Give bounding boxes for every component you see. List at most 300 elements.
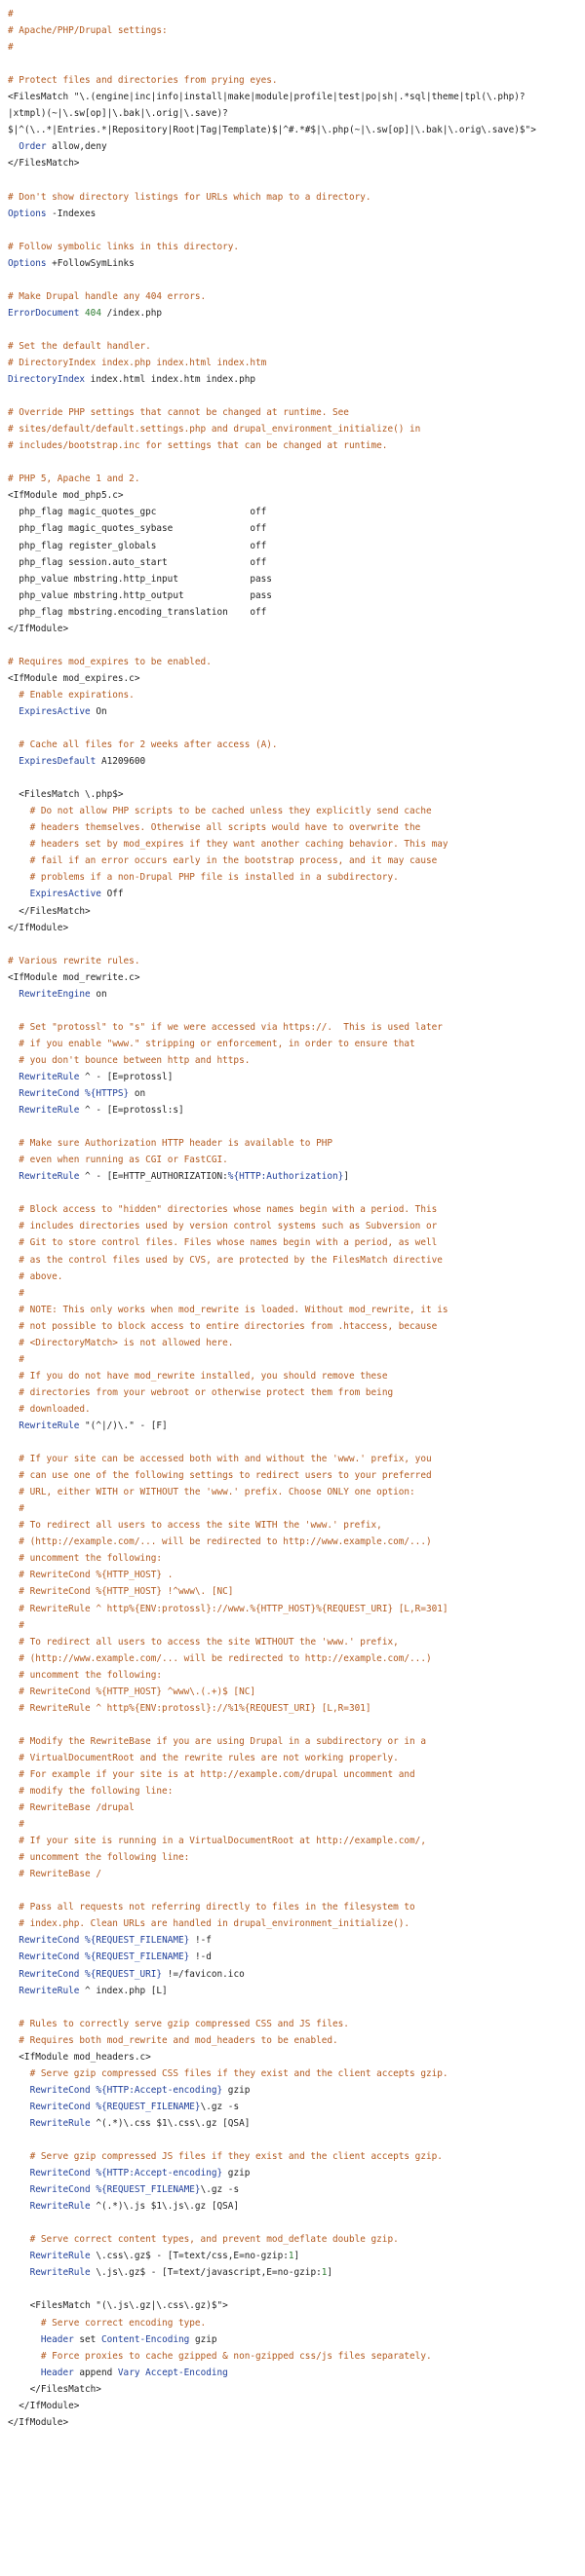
code-line bbox=[8, 2115, 585, 2132]
indent-token bbox=[8, 1553, 19, 1564]
indent-token bbox=[8, 1586, 19, 1597]
text-token: on bbox=[129, 1088, 146, 1100]
code-line bbox=[8, 2248, 585, 2264]
comment-token: # headers set by mod_expires if they want another caching behavior. This may bbox=[29, 839, 448, 851]
code-line bbox=[8, 1168, 585, 1185]
indent-token bbox=[8, 2151, 30, 2162]
text-token: \.gz -s bbox=[200, 2184, 240, 2196]
comment-token: # DirectoryIndex index.php index.html index.htm bbox=[8, 357, 267, 368]
code-line bbox=[8, 604, 585, 621]
text-token: <IfModule mod_headers.c> bbox=[8, 2051, 151, 2063]
text-token: php_flag mbstring.encoding_translation off bbox=[8, 606, 267, 618]
code-line bbox=[8, 1899, 585, 1915]
keyword-token: RewriteCond bbox=[29, 2084, 91, 2096]
indent-token bbox=[8, 2085, 30, 2096]
code-line bbox=[8, 2099, 585, 2115]
comment-token: # Apache/PHP/Drupal settings: bbox=[8, 25, 168, 37]
code-line bbox=[8, 1750, 585, 1766]
code-line bbox=[8, 1335, 585, 1351]
blank-line bbox=[8, 770, 585, 786]
code-line bbox=[8, 305, 585, 322]
text-token: <IfModule mod_php5.c> bbox=[8, 490, 124, 502]
indent-token bbox=[8, 1487, 19, 1497]
indent-token bbox=[8, 1753, 19, 1763]
text-token: gzip bbox=[189, 2333, 217, 2345]
code-line bbox=[8, 504, 585, 520]
keyword-token: RewriteRule bbox=[19, 1072, 80, 1082]
text-token: /index.php bbox=[100, 307, 163, 319]
indent-token bbox=[8, 2168, 30, 2178]
code-line bbox=[8, 1401, 585, 1418]
blank-line bbox=[8, 637, 585, 654]
code-line bbox=[8, 1269, 585, 1285]
comment-token: # Serve correct content types, and prevent mod_deflate double gzip. bbox=[29, 2234, 399, 2246]
text-token: \.css\.gz$ - [T=text/css,E=no-gzip: bbox=[90, 2251, 289, 2262]
code-line bbox=[8, 1534, 585, 1550]
code-line bbox=[8, 1733, 585, 1750]
comment-token: # bbox=[19, 1503, 24, 1515]
comment-token: # bbox=[19, 1287, 24, 1299]
indent-token bbox=[8, 2035, 19, 2046]
comment-token: # Git to store control files. Files whose names begin with a period, as well bbox=[19, 1237, 438, 1249]
blank-line bbox=[8, 2215, 585, 2231]
indent-token bbox=[8, 1686, 19, 1697]
keyword-token: DirectoryIndex bbox=[8, 374, 86, 386]
code-line bbox=[8, 2231, 585, 2248]
indent-token bbox=[8, 1088, 19, 1099]
keyword-token: RewriteCond bbox=[29, 2184, 91, 2196]
blank-line bbox=[8, 1003, 585, 1019]
comment-token: # For example if your site is at http://example.com/drupal uncomment and bbox=[19, 1768, 415, 1780]
text-token: A1209600 bbox=[96, 756, 146, 768]
indent-token bbox=[8, 2318, 41, 2329]
keyword-token: RewriteRule bbox=[29, 2117, 91, 2129]
code-line bbox=[8, 338, 585, 355]
code-line bbox=[8, 1816, 585, 1833]
indent-token bbox=[8, 1570, 19, 1580]
keyword-token: RewriteRule bbox=[19, 1985, 80, 1996]
code-line bbox=[8, 587, 585, 604]
keyword-token: %{HTTPS} bbox=[85, 1088, 130, 1100]
indent-token bbox=[8, 989, 19, 1000]
code-line bbox=[8, 1500, 585, 1517]
code-line bbox=[8, 1351, 585, 1368]
code-line bbox=[8, 1783, 585, 1799]
blank-line bbox=[8, 1717, 585, 1733]
text-token: </IfModule> bbox=[8, 623, 69, 634]
code-line bbox=[8, 2315, 585, 2331]
indent-token bbox=[8, 1204, 19, 1215]
code-line bbox=[8, 986, 585, 1003]
code-line bbox=[8, 886, 585, 902]
indent-token bbox=[8, 1421, 19, 1431]
indent-token bbox=[8, 2368, 41, 2378]
code-line bbox=[8, 1915, 585, 1932]
comment-token: # URL, either WITH or WITHOUT the 'www.' prefix. Choose ONLY one option: bbox=[19, 1487, 415, 1498]
text-token: </FilesMatch> bbox=[8, 905, 91, 917]
indent-token bbox=[8, 690, 19, 701]
code-line bbox=[8, 2414, 585, 2431]
comment-token: # fail if an error occurs early in the bootstrap process, and it may cause bbox=[29, 855, 438, 867]
indent-token bbox=[8, 1670, 19, 1681]
comment-token: # Force proxies to cache gzipped & non-gzipped css/js files separately. bbox=[40, 2350, 432, 2362]
indent-token bbox=[8, 2234, 30, 2245]
code-line bbox=[8, 138, 585, 155]
keyword-token: %{HTTP:Accept-encoding} bbox=[96, 2168, 223, 2179]
code-line bbox=[8, 1019, 585, 1036]
keyword-token: RewriteCond bbox=[29, 2168, 91, 2179]
indent-token bbox=[8, 1637, 19, 1648]
indent-token bbox=[8, 1454, 19, 1464]
code-line bbox=[8, 2016, 585, 2032]
comment-token: # RewriteRule ^ http%{ENV:protossl}://www.%{HTTP_HOST}%{REQUEST_URI} [L,R=301] bbox=[19, 1603, 448, 1614]
code-line bbox=[8, 355, 585, 371]
keyword-token: RewriteCond bbox=[19, 1968, 80, 1980]
comment-token: # sites/default/default.settings.php and drupal_environment_initialize() in bbox=[8, 424, 421, 436]
code-line bbox=[8, 737, 585, 753]
indent-token bbox=[8, 2351, 41, 2362]
comment-token: # Serve gzip compressed JS files if they exist and the client accepts gzip. bbox=[29, 2151, 443, 2163]
indent-token bbox=[8, 1852, 19, 1863]
code-line bbox=[8, 206, 585, 222]
comment-token: # (http://example.com/... will be redirected to http://www.example.com/...) bbox=[19, 1536, 432, 1548]
text-token: ^(.*)\.css $1\.css\.gz [QSA] bbox=[90, 2117, 251, 2129]
code-line bbox=[8, 1252, 585, 1269]
indent-token bbox=[8, 1869, 19, 1879]
text-token: </IfModule> bbox=[8, 2416, 69, 2428]
comment-token: # If your site can be accessed both with and without the 'www.' prefix, you bbox=[19, 1454, 432, 1465]
comment-token: # <DirectoryMatch> is not allowed here. bbox=[19, 1337, 234, 1348]
indent-token bbox=[8, 1138, 19, 1149]
code-line bbox=[8, 122, 585, 138]
code-line bbox=[8, 1634, 585, 1650]
code-line bbox=[8, 421, 585, 437]
comment-token: # index.php. Clean URLs are handled in drupal_environment_initialize(). bbox=[19, 1918, 410, 1930]
text-token: gzip bbox=[222, 2084, 251, 2096]
code-line bbox=[8, 1069, 585, 1085]
code-line bbox=[8, 1467, 585, 1484]
comment-token: # downloaded. bbox=[19, 1403, 91, 1415]
keyword-token: Accept-Encoding bbox=[145, 2367, 228, 2378]
indent-token bbox=[8, 1321, 19, 1332]
blank-line bbox=[8, 720, 585, 737]
code-line bbox=[8, 1384, 585, 1401]
blank-line bbox=[8, 1118, 585, 1135]
indent-token bbox=[8, 2201, 30, 2212]
keyword-token: %{REQUEST_URI} bbox=[85, 1968, 163, 1980]
comment-token: # Set "protossl" to "s" if we were accessed via https://. This is used later bbox=[19, 1021, 443, 1033]
comment-token: # even when running as CGI or FastCGI. bbox=[19, 1155, 228, 1166]
indent-token bbox=[8, 1951, 19, 1962]
code-line bbox=[8, 670, 585, 687]
comment-token: # above. bbox=[19, 1270, 63, 1282]
comment-token: # RewriteRule ^ http%{ENV:protossl}://%1%{REQUEST_URI} [L,R=301] bbox=[19, 1702, 371, 1714]
text-token: php_flag magic_quotes_sybase off bbox=[8, 523, 267, 535]
text-token: ^ - [E=protossl:s] bbox=[79, 1105, 184, 1117]
code-line bbox=[8, 803, 585, 819]
code-line bbox=[8, 1451, 585, 1467]
code-line bbox=[8, 1966, 585, 1983]
indent-token bbox=[8, 1703, 19, 1714]
code-line bbox=[8, 1418, 585, 1434]
indent-token bbox=[8, 1354, 19, 1365]
text-token: ^ - [E=protossl] bbox=[79, 1072, 174, 1082]
indent-token bbox=[8, 1836, 19, 1846]
indent-token bbox=[8, 739, 19, 750]
code-line bbox=[8, 155, 585, 171]
comment-token: # Requires both mod_rewrite and mod_headers to be enabled. bbox=[19, 2034, 338, 2046]
text-token: php_flag session.auto_start off bbox=[8, 556, 267, 568]
keyword-token: %{REQUEST_FILENAME} bbox=[96, 2184, 201, 2196]
indent-token bbox=[8, 141, 19, 152]
text-token: </FilesMatch> bbox=[8, 158, 80, 170]
indent-token bbox=[8, 1404, 19, 1415]
indent-token bbox=[8, 1935, 19, 1946]
code-line bbox=[8, 2297, 585, 2314]
blank-line bbox=[8, 322, 585, 338]
code-line bbox=[8, 471, 585, 487]
code-line bbox=[8, 1234, 585, 1251]
keyword-token: %{REQUEST_FILENAME} bbox=[85, 1935, 190, 1947]
code-line bbox=[8, 2398, 585, 2414]
code-line bbox=[8, 1567, 585, 1583]
code-line bbox=[8, 2381, 585, 2398]
text-token: <FilesMatch "(\.js\.gz|\.css\.gz)$"> bbox=[8, 2300, 228, 2312]
code-line bbox=[8, 538, 585, 554]
comment-token: # Enable expirations. bbox=[19, 689, 135, 701]
blank-line bbox=[8, 1185, 585, 1201]
indent-token bbox=[8, 1039, 19, 1049]
code-line bbox=[8, 703, 585, 720]
keyword-token: RewriteRule bbox=[29, 2267, 91, 2279]
text-token: php_flag magic_quotes_gpc off bbox=[8, 507, 267, 518]
indent-token bbox=[8, 2068, 30, 2079]
code-line bbox=[8, 520, 585, 537]
blank-line bbox=[8, 2281, 585, 2297]
comment-token: # Override PHP settings that cannot be changed at runtime. See bbox=[8, 407, 349, 419]
code-line bbox=[8, 1684, 585, 1700]
text-token: on bbox=[90, 988, 107, 1000]
code-line bbox=[8, 487, 585, 504]
code-line bbox=[8, 255, 585, 272]
comment-token: # RewriteBase / bbox=[19, 1869, 101, 1880]
comment-token: # PHP 5, Apache 1 and 2. bbox=[8, 474, 140, 485]
text-token: gzip bbox=[222, 2168, 251, 2179]
indent-token bbox=[8, 1503, 19, 1514]
text-token: |xtmpl)(~|\.sw[op]|\.bak|\.orig|\.save)? bbox=[8, 108, 228, 120]
code-line bbox=[8, 1102, 585, 1118]
indent-token bbox=[8, 1620, 19, 1631]
code-line bbox=[8, 1285, 585, 1302]
text-token: ] bbox=[327, 2267, 333, 2279]
code-line bbox=[8, 1036, 585, 1052]
keyword-token: %{REQUEST_FILENAME} bbox=[85, 1951, 190, 1963]
code-line bbox=[8, 1700, 585, 1717]
number-token: 1 bbox=[288, 2251, 294, 2262]
code-line bbox=[8, 571, 585, 587]
code-line bbox=[8, 437, 585, 454]
code-line bbox=[8, 1152, 585, 1168]
text-token: allow,deny bbox=[46, 141, 107, 153]
indent-token bbox=[8, 1769, 19, 1780]
indent-token bbox=[8, 1237, 19, 1248]
indent-token bbox=[8, 1969, 19, 1980]
keyword-token: Options bbox=[8, 257, 47, 269]
keyword-token: %{REQUEST_FILENAME} bbox=[96, 2101, 201, 2112]
text-token: \.js\.gz$ - [T=text/javascript,E=no-gzip: bbox=[90, 2267, 322, 2279]
text-token: </IfModule> bbox=[8, 922, 69, 933]
indent-token bbox=[8, 1604, 19, 1614]
indent-token bbox=[8, 2334, 41, 2345]
keyword-token: RewriteCond bbox=[19, 1935, 80, 1947]
comment-token: # Make Drupal handle any 404 errors. bbox=[8, 290, 207, 302]
comment-token: # bbox=[19, 1619, 24, 1631]
comment-token: # bbox=[19, 1819, 24, 1831]
text-token: php_value mbstring.http_input pass bbox=[8, 573, 272, 585]
indent-token bbox=[8, 855, 30, 866]
code-line bbox=[8, 89, 585, 105]
keyword-token: RewriteCond bbox=[29, 2101, 91, 2112]
blank-line bbox=[8, 2132, 585, 2148]
indent-token bbox=[8, 872, 30, 883]
indent-token bbox=[8, 1918, 19, 1929]
code-line bbox=[8, 39, 585, 56]
text-token: +FollowSymLinks bbox=[46, 257, 135, 269]
keyword-token: Header bbox=[40, 2367, 74, 2378]
blank-line bbox=[8, 222, 585, 239]
comment-token: # NOTE: This only works when mod_rewrite is loaded. Without mod_rewrite, it is bbox=[19, 1304, 448, 1315]
comment-token: # if you enable "www." stripping or enforcement, in order to ensure that bbox=[19, 1038, 415, 1049]
code-line bbox=[8, 1484, 585, 1500]
indent-token bbox=[8, 1371, 19, 1382]
number-token: 1 bbox=[321, 2267, 328, 2279]
comment-token: # bbox=[8, 9, 14, 19]
code-line bbox=[8, 1667, 585, 1684]
text-token: ] bbox=[343, 1171, 349, 1183]
keyword-token: ExpiresDefault bbox=[19, 756, 97, 768]
text-token: <FilesMatch "\.(engine|inc|info|install|make|module|profile|test|po|sh|.*sql|theme|tpl(\.php)? bbox=[8, 92, 526, 103]
code-line bbox=[8, 1949, 585, 1965]
comment-token: # If your site is running in a VirtualDocumentRoot at http://example.com/, bbox=[19, 1836, 426, 1847]
comment-token: # Serve correct encoding type. bbox=[40, 2317, 207, 2329]
keyword-token: RewriteRule bbox=[19, 1420, 80, 1431]
code-line bbox=[8, 2365, 585, 2381]
keyword-token: RewriteCond bbox=[19, 1088, 80, 1100]
code-line bbox=[8, 2049, 585, 2065]
indent-token bbox=[8, 2118, 30, 2129]
code-line bbox=[8, 1135, 585, 1152]
text-token: !-d bbox=[189, 1951, 212, 1963]
text-token: -Indexes bbox=[46, 208, 97, 219]
indent-token bbox=[8, 1271, 19, 1282]
comment-token: # directories from your webroot or otherwise protect them from being bbox=[19, 1386, 394, 1398]
keyword-token: RewriteEngine bbox=[19, 988, 91, 1000]
comment-token: # Set the default handler. bbox=[8, 340, 151, 352]
text-token: php_value mbstring.http_output pass bbox=[8, 589, 272, 601]
comment-token: # as the control files used by CVS, are protected by the FilesMatch directive bbox=[19, 1254, 443, 1266]
keyword-token: %{HTTP:Accept-encoding} bbox=[96, 2084, 223, 2096]
code-line bbox=[8, 288, 585, 305]
code-line bbox=[8, 105, 585, 122]
keyword-token: RewriteRule bbox=[19, 1105, 80, 1117]
code-line bbox=[8, 2148, 585, 2165]
indent-token bbox=[8, 806, 30, 816]
code-line bbox=[8, 404, 585, 421]
keyword-token: ExpiresActive bbox=[19, 705, 91, 717]
code-line bbox=[8, 1617, 585, 1634]
blank-line bbox=[8, 1999, 585, 2016]
comment-token: # Various rewrite rules. bbox=[8, 955, 140, 966]
comment-token: # Pass all requests not referring directly to files in the filesystem to bbox=[19, 1902, 415, 1913]
text-token: "(^|/)\." - [F] bbox=[79, 1420, 168, 1431]
text-token: \.gz -s bbox=[200, 2101, 240, 2112]
code-line bbox=[8, 1849, 585, 1866]
indent-token bbox=[8, 1171, 19, 1182]
code-line bbox=[8, 2165, 585, 2181]
text-token: php_flag register_globals off bbox=[8, 540, 267, 551]
blank-line bbox=[8, 936, 585, 953]
code-line bbox=[8, 189, 585, 206]
keyword-token: RewriteRule bbox=[29, 2251, 91, 2262]
indent-token bbox=[8, 1387, 19, 1398]
comment-token: # not possible to block access to entire directories from .htaccess, because bbox=[19, 1320, 438, 1332]
indent-token bbox=[8, 1470, 19, 1481]
code-line bbox=[8, 1517, 585, 1534]
keyword-token: Order bbox=[19, 141, 47, 153]
indent-token bbox=[8, 822, 30, 833]
indent-token bbox=[8, 1155, 19, 1165]
blank-line bbox=[8, 56, 585, 72]
blank-line bbox=[8, 1882, 585, 1899]
indent-token bbox=[8, 1520, 19, 1531]
code-line bbox=[8, 1201, 585, 1218]
code-line bbox=[8, 2082, 585, 2099]
code-line bbox=[8, 621, 585, 637]
indent-token bbox=[8, 1221, 19, 1231]
comment-token: # RewriteBase /drupal bbox=[19, 1802, 135, 1814]
text-token: On bbox=[90, 705, 107, 717]
keyword-token: RewriteRule bbox=[29, 2201, 91, 2213]
comment-token: # uncomment the following: bbox=[19, 1553, 163, 1565]
keyword-token: RewriteRule bbox=[19, 1171, 80, 1183]
comment-token: # Modify the RewriteBase if you are using Drupal in a subdirectory or in a bbox=[19, 1735, 426, 1747]
code-line bbox=[8, 371, 585, 388]
code-line bbox=[8, 72, 585, 89]
indent-token bbox=[8, 1055, 19, 1066]
comment-token: # Cache all files for 2 weeks after access (A). bbox=[19, 739, 278, 751]
blank-line bbox=[8, 1434, 585, 1451]
code-line bbox=[8, 554, 585, 571]
comment-token: # Requires mod_expires to be enabled. bbox=[8, 656, 212, 667]
keyword-token: RewriteCond bbox=[19, 1951, 80, 1963]
indent-token bbox=[8, 889, 30, 899]
keyword-token: ExpiresActive bbox=[29, 889, 101, 900]
code-line bbox=[8, 903, 585, 920]
comment-token: # RewriteCond %{HTTP_HOST} ^www\.(.+)$ [NC] bbox=[19, 1686, 255, 1697]
keyword-token: ErrorDocument bbox=[8, 307, 80, 319]
indent-token bbox=[8, 1986, 19, 1996]
code-line bbox=[8, 654, 585, 670]
indent-token bbox=[8, 1338, 19, 1348]
code-line bbox=[8, 1932, 585, 1949]
code-line bbox=[8, 1983, 585, 1999]
code-line bbox=[8, 239, 585, 255]
code-line bbox=[8, 2348, 585, 2365]
comment-token: # Rules to correctly serve gzip compressed CSS and JS files. bbox=[19, 2018, 349, 2029]
text-token: !=/favicon.ico bbox=[162, 1968, 245, 1980]
text-token: append bbox=[73, 2367, 118, 2378]
code-line bbox=[8, 2181, 585, 2198]
